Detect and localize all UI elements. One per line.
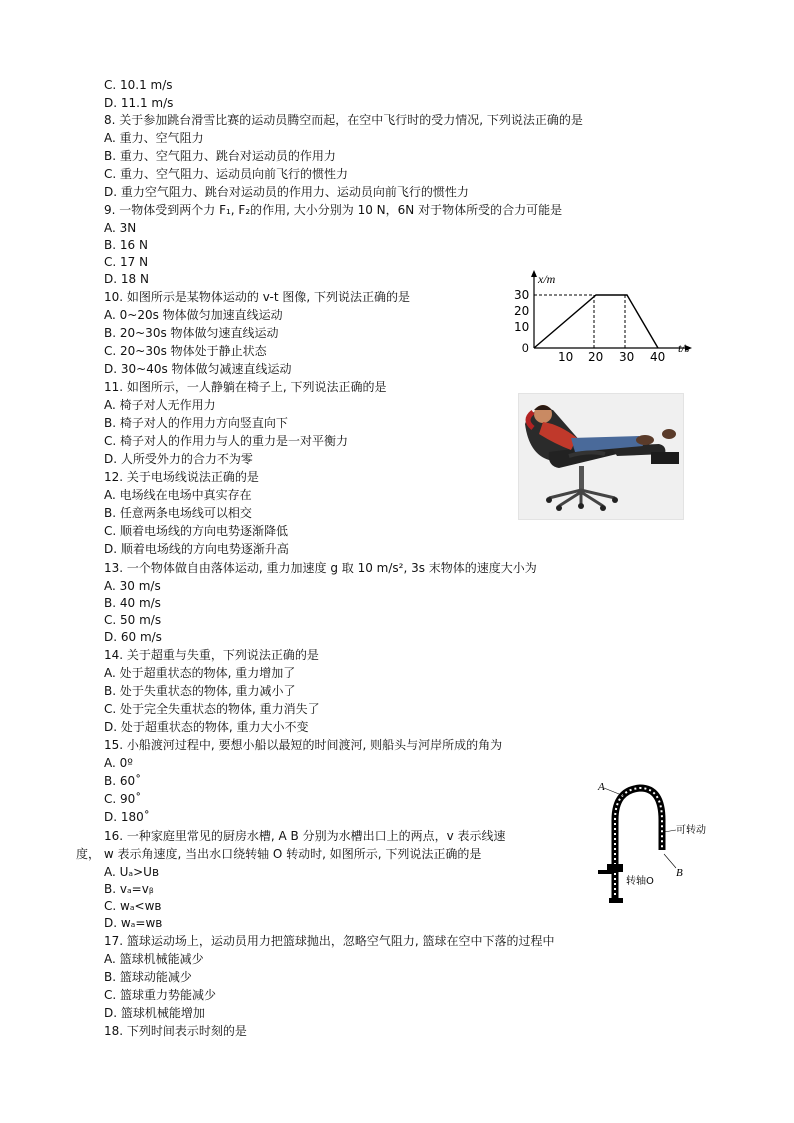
text-line-38: 15. 小船渡河过程中, 要想小船以最短的时间渡河, 则船头与河岸所成的角为 <box>104 738 503 752</box>
text-line-51: B. 篮球动能减少 <box>104 970 192 984</box>
text-line-24: A. 电场线在电场中真实存在 <box>104 488 252 502</box>
x-t-graph <box>510 268 700 363</box>
text-line-13: 10. 如图所示是某物体运动的 v-t 图像, 下列说法正确的是 <box>104 290 410 304</box>
text-line-48: D. wₐ=wʙ <box>104 916 163 930</box>
xtick-30: 30 <box>619 350 635 363</box>
graph-ylabel: x/m <box>538 272 556 286</box>
text-line-25: B. 任意两条电场线可以相交 <box>104 506 252 520</box>
text-line-14: A. 0~20s 物体做匀加速直线运动 <box>104 308 283 322</box>
text-line-26: C. 顺着电场线的方向电势逐渐降低 <box>104 524 289 538</box>
text-line-30: B. 40 m/s <box>104 596 161 610</box>
text-line-7: D. 重力空气阻力、跳台对运动员的作用力、运动员向前飞行的惯性力 <box>104 185 469 199</box>
text-line-45: A. Uₐ>Uʙ <box>104 865 159 879</box>
text-line-8: 9. 一物体受到两个力 F₁, F₂的作用, 大小分别为 10 N，6N 对于物体所受的合力可能是 <box>104 203 563 217</box>
text-line-43: 16. 一种家庭里常见的厨房水槽, A B 分别为水槽出口上的两点，v 表示线速 <box>104 829 506 843</box>
text-line-36: C. 处于完全失重状态的物体, 重力消失了 <box>104 702 320 716</box>
ytick-20: 20 <box>514 304 530 318</box>
text-line-37: D. 处于超重状态的物体, 重力大小不变 <box>104 720 309 734</box>
text-line-16: C. 20~30s 物体处于静止状态 <box>104 344 267 358</box>
text-line-2: D. 11.1 m/s <box>104 96 174 110</box>
faucet-label-b: B <box>676 867 683 879</box>
text-line-21: C. 椅子对人的作用力与人的重力是一对平衡力 <box>104 434 349 448</box>
text-line-33: 14. 关于超重与失重，下列说法正确的是 <box>104 648 319 662</box>
text-line-3: 8. 关于参加跳台滑雪比赛的运动员腾空而起，在空中飞行时的受力情况, 下列说法正确的是 <box>104 113 583 127</box>
ytick-30: 30 <box>514 288 530 302</box>
text-line-50: A. 篮球机械能减少 <box>104 952 204 966</box>
text-line-41: C. 90˚ <box>104 792 142 806</box>
faucet-label-axis: 转轴O <box>626 876 654 887</box>
text-line-34: A. 处于超重状态的物体, 重力增加了 <box>104 666 296 680</box>
text-line-49: 17. 篮球运动场上，运动员用力把篮球抛出，忽略空气阻力, 篮球在空中下落的过程中 <box>104 934 555 948</box>
text-line-11: C. 17 N <box>104 255 149 269</box>
text-line-19: A. 椅子对人无作用力 <box>104 398 216 412</box>
text-line-35: B. 处于失重状态的物体, 重力减小了 <box>104 684 296 698</box>
person-reclining-in-chair-icon <box>519 394 683 519</box>
text-line-27: D. 顺着电场线的方向电势逐渐升高 <box>104 542 289 556</box>
text-line-12: D. 18 N <box>104 272 149 286</box>
text-line-39: A. 0º <box>104 756 133 770</box>
text-line-10: B. 16 N <box>104 238 148 252</box>
text-line-42: D. 180˚ <box>104 810 150 824</box>
text-line-6: C. 重力、空气阻力、运动员向前飞行的惯性力 <box>104 167 349 181</box>
text-line-53: D. 篮球机械能增加 <box>104 1006 205 1020</box>
text-line-5: B. 重力、空气阻力、跳台对运动员的作用力 <box>104 149 336 163</box>
text-line-18: 11. 如图所示，一人静躺在椅子上, 下列说法正确的是 <box>104 380 387 394</box>
text-line-28: 13. 一个物体做自由落体运动, 重力加速度 g 取 10 m/s², 3s 末物体的速度大小为 <box>104 561 537 575</box>
text-line-44: 度， w 表示角速度, 当出水口绕转轴 O 转动时, 如图所示, 下列说法正确的是 <box>76 847 482 861</box>
xtick-20: 20 <box>588 350 604 363</box>
xtick-10: 10 <box>558 350 574 363</box>
series-line <box>534 295 658 348</box>
text-line-4: A. 重力、空气阻力 <box>104 131 204 145</box>
text-line-32: D. 60 m/s <box>104 630 162 644</box>
text-line-54: 18. 下列时间表示时刻的是 <box>104 1024 247 1038</box>
text-line-31: C. 50 m/s <box>104 613 162 627</box>
faucet-label-a: A <box>598 781 605 793</box>
kitchen-faucet-icon <box>590 780 720 905</box>
chair-photo <box>518 393 684 520</box>
text-line-20: B. 椅子对人的作用力方向竖直向下 <box>104 416 288 430</box>
text-line-22: D. 人所受外力的合力不为零 <box>104 452 253 466</box>
text-line-29: A. 30 m/s <box>104 579 161 593</box>
ytick-10: 10 <box>514 320 530 334</box>
text-line-1: C. 10.1 m/s <box>104 78 173 92</box>
graph-xlabel: t/s <box>678 341 690 355</box>
xtick-40: 40 <box>650 350 666 363</box>
text-line-47: C. wₐ<wʙ <box>104 899 162 913</box>
text-line-15: B. 20~30s 物体做匀速直线运动 <box>104 326 279 340</box>
text-line-40: B. 60˚ <box>104 774 142 788</box>
text-line-23: 12. 关于电场线说法正确的是 <box>104 470 259 484</box>
text-line-9: A. 3N <box>104 221 137 235</box>
text-line-17: D. 30~40s 物体做匀减速直线运动 <box>104 362 292 376</box>
text-line-52: C. 篮球重力势能减少 <box>104 988 217 1002</box>
graph-origin: 0 <box>522 341 529 355</box>
faucet-label-rotate: 可转动 <box>676 825 706 836</box>
text-line-46: B. vₐ=vᵦ <box>104 882 154 896</box>
